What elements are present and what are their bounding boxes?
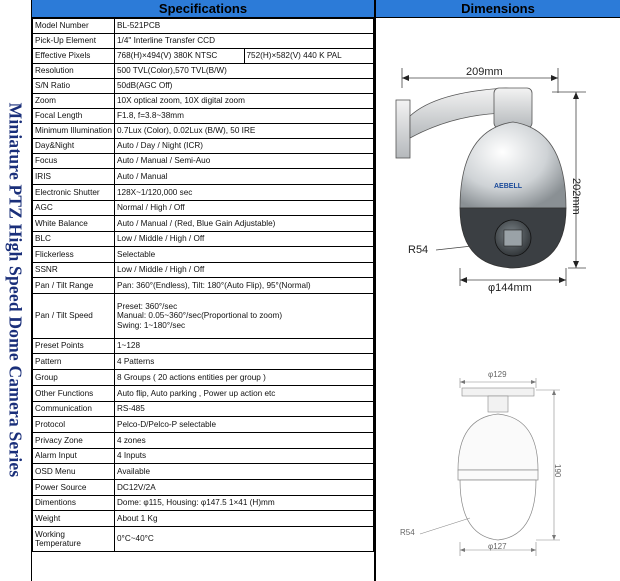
width-label: 209mm [466, 66, 503, 78]
spec-row [33, 49, 374, 64]
specifications-header: Specifications [32, 0, 374, 18]
spec-value: DC12V/2A [115, 480, 374, 496]
spec-row [33, 527, 374, 552]
spec-value: 10X optical zoom, 10X digital zoom [115, 94, 374, 109]
spec-label: Preset Points [33, 339, 115, 354]
spec-row [33, 19, 374, 34]
spec-label: Weight [33, 511, 115, 527]
top-diameter-label: φ129 [488, 370, 507, 379]
spec-row [33, 232, 374, 247]
spec-label: AGC [33, 201, 115, 216]
spec-value: Pan: 360°(Endless), Tilt: 180°(Auto Flip), 95°(Normal) [115, 278, 374, 294]
spec-label: Dimentions [33, 496, 115, 511]
spec-value: 0.7Lux (Color), 0.02Lux (B/W), 50 IRE [115, 124, 374, 139]
spec-label: Focal Length [33, 109, 115, 124]
dimensions-header: Dimensions [376, 0, 620, 18]
spec-row [33, 294, 374, 339]
spec-row [33, 64, 374, 79]
spec-label: Communication [33, 402, 115, 417]
brand-logo: AEBELL [494, 183, 522, 190]
spec-value: 4 Inputs [115, 449, 374, 464]
spec-row [33, 169, 374, 185]
spec-row [33, 496, 374, 511]
spec-value: 768(H)×494(V) 380K NTSC [115, 49, 245, 64]
spec-label: Power Source [33, 480, 115, 496]
spec-row [33, 201, 374, 216]
pendant-radius-label: R54 [400, 528, 415, 537]
spec-value: Auto / Day / Night (ICR) [115, 139, 374, 154]
spec-value: 1/4" Interline Transfer CCD [115, 34, 374, 49]
spec-row [33, 247, 374, 263]
diameter-label: φ144mm [488, 282, 532, 294]
spec-row [33, 278, 374, 294]
spec-value-line: Swing: 1~180°/sec [117, 320, 186, 330]
spec-label: S/N Ratio [33, 79, 115, 94]
spec-value: Auto / Manual / Semi-Auo [115, 154, 374, 169]
pendant-height-label: 190 [553, 464, 562, 478]
spec-row [33, 34, 374, 49]
series-title: Miniature PTZ High Speed Dome Camera Series [5, 102, 26, 478]
spec-value: Auto / Manual / (Red, Blue Gain Adjustable) [115, 216, 374, 232]
spec-value: 4 zones [115, 433, 374, 449]
spec-value: Low / Middle / High / Off [115, 263, 374, 278]
spec-table [32, 18, 374, 552]
spec-value: 128X~1/120,000 sec [115, 185, 374, 201]
spec-value: RS-485 [115, 402, 374, 417]
spec-label: Electronic Shutter [33, 185, 115, 201]
spec-label: OSD Menu [33, 464, 115, 480]
spec-value: Normal / High / Off [115, 201, 374, 216]
spec-row [33, 402, 374, 417]
spec-label: Minimum Illumination [33, 124, 115, 139]
spec-row [33, 433, 374, 449]
spec-row [33, 339, 374, 354]
spec-row [33, 464, 374, 480]
height-label: 202mm [570, 178, 582, 215]
spec-value: Dome: φ115, Housing: φ147.5 1×41 (H)mm [115, 496, 374, 511]
spec-label: Group [33, 370, 115, 386]
spec-row [33, 109, 374, 124]
sidebar [0, 0, 32, 581]
spec-row [33, 354, 374, 370]
spec-row [33, 94, 374, 109]
spec-value: 1~128 [115, 339, 374, 354]
spec-label: Alarm Input [33, 449, 115, 464]
spec-row [33, 216, 374, 232]
spec-value: Auto flip, Auto parking , Power up action etc [115, 386, 374, 402]
spec-value-line: Preset: 360°/sec [117, 301, 178, 311]
spec-row [33, 124, 374, 139]
spec-value: 50dB(AGC Off) [115, 79, 374, 94]
dimensions-area [376, 18, 620, 581]
spec-value: 500 TVL(Color),570 TVL(B/W) [115, 64, 374, 79]
spec-label: Other Functions [33, 386, 115, 402]
spec-label: Resolution [33, 64, 115, 79]
spec-label: Pick-Up Element [33, 34, 115, 49]
spec-label: Effective Pixels [33, 49, 115, 64]
spec-value-pal: 752(H)×582(V) 440 K PAL [244, 49, 374, 64]
spec-label: BLC [33, 232, 115, 247]
spec-value: Available [115, 464, 374, 480]
spec-label: Model Number [33, 19, 115, 34]
spec-value: BL-521PCB [115, 19, 374, 34]
spec-label: White Balance [33, 216, 115, 232]
spec-label: Protocol [33, 417, 115, 433]
spec-row [33, 139, 374, 154]
spec-label: IRIS [33, 169, 115, 185]
spec-value [115, 294, 374, 339]
spec-label: Privacy Zone [33, 433, 115, 449]
spec-value: Auto / Manual [115, 169, 374, 185]
spec-value: 4 Patterns [115, 354, 374, 370]
spec-value: 0°C~40°C [115, 527, 374, 552]
spec-label: Zoom [33, 94, 115, 109]
spec-row [33, 449, 374, 464]
spec-value: F1.8, f=3.8~38mm [115, 109, 374, 124]
spec-label: SSNR [33, 263, 115, 278]
spec-row [33, 386, 374, 402]
spec-value: About 1 Kg [115, 511, 374, 527]
bottom-diameter-label: φ127 [488, 542, 507, 551]
spec-row [33, 185, 374, 201]
spec-value: Selectable [115, 247, 374, 263]
spec-row [33, 263, 374, 278]
spec-value-line: Manual: 0.05~360°/sec(Proportional to zoom) [117, 311, 283, 321]
spec-label: Day&Night [33, 139, 115, 154]
spec-value: Low / Middle / High / Off [115, 232, 374, 247]
spec-row [33, 154, 374, 169]
spec-row [33, 417, 374, 433]
wall-mount-drawing [376, 18, 620, 318]
spec-row [33, 480, 374, 496]
spec-label: Focus [33, 154, 115, 169]
spec-row [33, 511, 374, 527]
spec-label: Pan / Tilt Range [33, 278, 115, 294]
spec-row [33, 370, 374, 386]
spec-label: Flickerless [33, 247, 115, 263]
spec-label: Working Temperature [33, 527, 115, 552]
spec-label: Pattern [33, 354, 115, 370]
spec-label: Pan / Tilt Speed [33, 294, 115, 339]
radius-label: R54 [408, 244, 429, 256]
spec-row [33, 79, 374, 94]
spec-value: 8 Groups ( 20 actions entities per group ) [115, 370, 374, 386]
spec-value: Pelco-D/Pelco-P selectable [115, 417, 374, 433]
